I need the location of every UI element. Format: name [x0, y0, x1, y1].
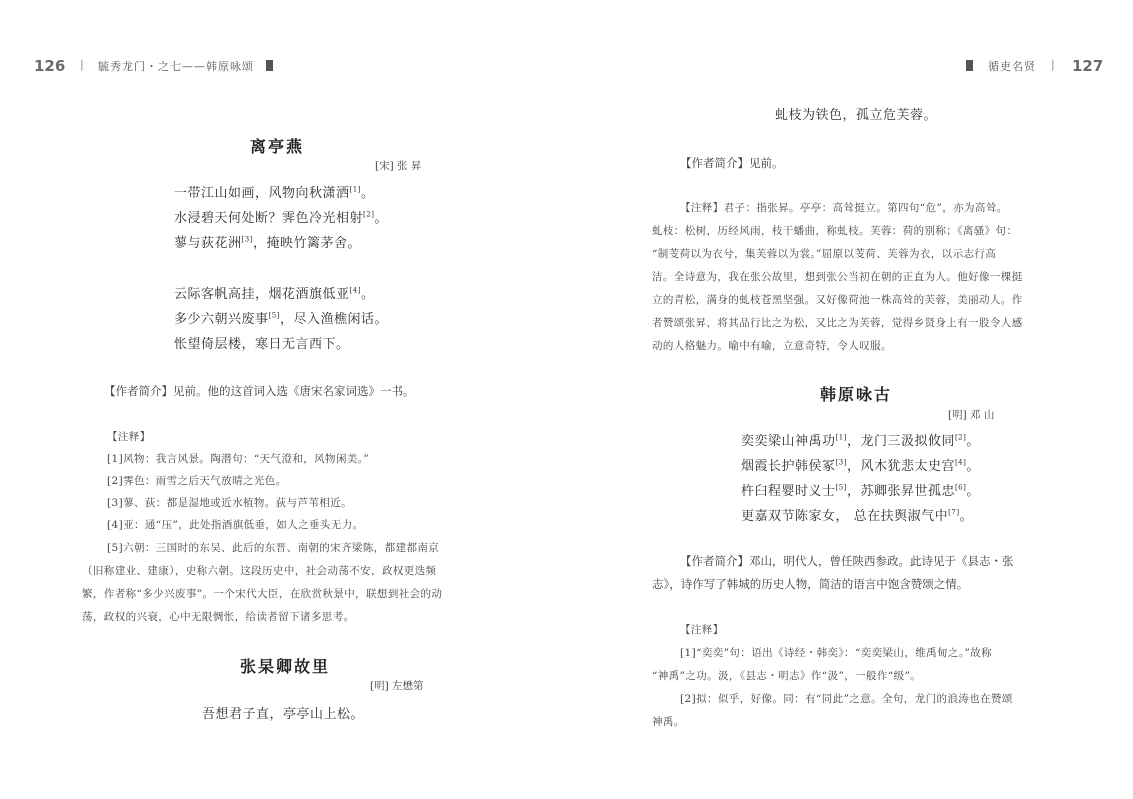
poem-line-text: 。: [966, 434, 980, 449]
poem-line-text: ，龙门三汲拟攸同: [846, 434, 955, 449]
intro-line: 志》，诗作写了韩城的历史人物，简洁的语言中饱含赞颂之情。: [652, 577, 969, 591]
note-line: 动的人格魅力。喻中有喻，立意奇特，令人叹服。: [652, 340, 892, 352]
poem-author: [宋] 张 昇: [375, 160, 422, 172]
poem-line-text: 一带江山如画，风物向秋潇洒: [174, 186, 350, 201]
poem-line: 吾想君子直，亭亭山上松。: [202, 707, 365, 722]
poem-line: [741, 455, 980, 474]
footnote-ref: [2]: [363, 210, 375, 219]
page-number-right: 127: [1072, 57, 1104, 75]
poem-line: [174, 182, 374, 201]
footnote-ref: [1]: [835, 433, 847, 442]
poem-line: [174, 283, 374, 302]
footnote-ref: [1]: [349, 185, 361, 194]
note-line: [1]“奕奕”句：语出《诗经・韩奕》：“奕奕梁山，维禹甸之。”故称: [680, 647, 993, 659]
header-divider: |: [80, 58, 84, 71]
running-header-right: 循吏名贤: [988, 60, 1036, 73]
poem-line: [741, 480, 980, 499]
poem-line-text: ，掩映竹篱茅舍。: [252, 236, 361, 251]
footnote-ref: [3]: [835, 458, 847, 467]
footnote-ref: [4]: [954, 458, 967, 467]
page-number-left: 126: [34, 57, 66, 75]
note-line: 虬枝：松树，历经风雨，枝干蟠曲，称虬枝。芙蓉：荷的别称；《离骚》句：: [652, 225, 1018, 237]
poem-title: 韩原咏古: [820, 385, 893, 404]
note-line: 洁。全诗意为，我在张公故里，想到张公当初在朝的正直为人。他好像一棵挺: [652, 271, 1023, 283]
poem-line-text: 更嘉双节陈家女， 总在扶舆淑气中: [741, 509, 949, 524]
poem-title: 离亭燕: [250, 137, 305, 156]
poem-line-text: 。: [374, 211, 388, 226]
author-intro: 【作者简介】见前。: [680, 156, 784, 170]
poem-line-text: 怅望倚层楼，寒日无言西下。: [174, 337, 350, 352]
note-line: （旧称建业、建康），史称六朝。这段历史中，社会动荡不安，政权更迭频: [82, 565, 437, 577]
poem-line: [741, 430, 980, 449]
poem-line-text: 水浸碧天何处断？霁色冷光相射: [174, 211, 364, 226]
poem-line: [174, 308, 388, 327]
note-line: 者赞颂张昇，将其品行比之为松，又比之为芙蓉，觉得乡贤身上有一股令人感: [652, 317, 1023, 329]
notes-heading: 【注释】: [107, 431, 151, 443]
note-line: [2]霁色：雨雪之后天气放晴之光色。: [107, 475, 287, 487]
running-header-left: 毓秀龙门・之七——韩原咏颂: [98, 60, 254, 73]
poem-line: 虬枝为铁色，孤立危芙蓉。: [775, 108, 938, 123]
footnote-ref: [2]: [954, 433, 967, 442]
poem-line-text: 云际客帆高挂，烟花酒旗低亚: [174, 287, 350, 302]
footnote-ref: [5]: [268, 311, 280, 320]
poem-line-text: 。: [959, 509, 974, 524]
note-line: 【注释】君子：指张昇。亭亭：高耸挺立。第四句“危”，亦为高耸。: [680, 202, 1008, 214]
note-line: [2]拟：似乎，好像。同：有“同此”之意。全句，龙门的浪涛也在赞颂: [680, 693, 1013, 705]
header-divider: |: [1051, 58, 1055, 71]
notes-heading: 【注释】: [680, 624, 724, 636]
poem-title: 张杲卿故里: [240, 657, 331, 676]
note-line: [3]蓼、荻：都是湿地或近水植物。荻与芦苇相近。: [107, 497, 352, 509]
poem-line-text: ，苏卿张昇世孤忠: [846, 484, 955, 499]
footnote-ref: [6]: [954, 483, 967, 492]
note-line: “制芰荷以为衣兮，集芙蓉以为裳。”屈原以芰荷、芙蓉为衣，以示志行高: [652, 248, 997, 260]
poem-line-text: 蓼与荻花洲: [174, 236, 242, 251]
note-line: [5]六朝：三国时的东吴、此后的东晋、南朝的宋齐梁陈，都建都南京: [107, 542, 440, 554]
footnote-ref: [5]: [835, 483, 847, 492]
poem-line: [174, 333, 350, 352]
poem-line-text: ，尽入渔樵闲话。: [279, 312, 388, 327]
footnote-ref: [4]: [349, 286, 361, 295]
note-line: “神禹”之功。汲，《县志・明志》作“汲”，一般作“级”。: [652, 670, 922, 682]
note-line: 立的青松，满身的虬枝苍黑坚强。又好像荷池一株高耸的芙蓉，美丽动人。作: [652, 294, 1023, 306]
note-line: 繁，作者称“多少兴废事”。一个宋代大臣，在欣赏秋景中，联想到社会的动: [82, 588, 443, 600]
poem-line-text: 奕奕梁山神禹功: [741, 434, 836, 449]
footnote-ref: [7]: [948, 508, 960, 517]
poem-line-text: ，风木犹悲太史宫: [846, 459, 955, 474]
note-line: 荡，政权的兴衰，心中无限惆怅，给读者留下诸多思考。: [82, 611, 355, 623]
header-marker: [266, 60, 273, 71]
note-line: [1]风物：我言风景。陶潜句：“天气澄和，风物闲美。”: [107, 453, 370, 465]
header-marker: [966, 60, 973, 71]
poem-line-text: 多少六朝兴废事: [174, 312, 269, 327]
note-line: 神禹。: [652, 716, 685, 728]
poem-line-text: 。: [360, 287, 375, 302]
poem-author: [明] 左懋第: [370, 680, 424, 692]
author-intro: 【作者简介】见前。他的这首词入选《唐宋名家词选》一书。: [104, 384, 415, 398]
poem-line-text: 。: [966, 459, 980, 474]
poem-line-text: 。: [966, 484, 980, 499]
poem-line-text: 杵臼程婴时义士: [741, 484, 836, 499]
poem-author: [明] 邓 山: [948, 409, 995, 421]
poem-line: [174, 207, 388, 226]
note-line: [4]亚：通“压”，此处指酒旗低垂，如人之垂头无力。: [107, 519, 364, 531]
poem-line: [174, 232, 361, 251]
footnote-ref: [3]: [241, 235, 253, 244]
poem-line-text: 。: [360, 186, 375, 201]
poem-line: [741, 505, 973, 524]
poem-line-text: 烟霞长护韩侯冢: [741, 459, 836, 474]
intro-line: 【作者简介】邓山，明代人，曾任陕西参政。此诗见于《县志・张: [680, 554, 1014, 568]
